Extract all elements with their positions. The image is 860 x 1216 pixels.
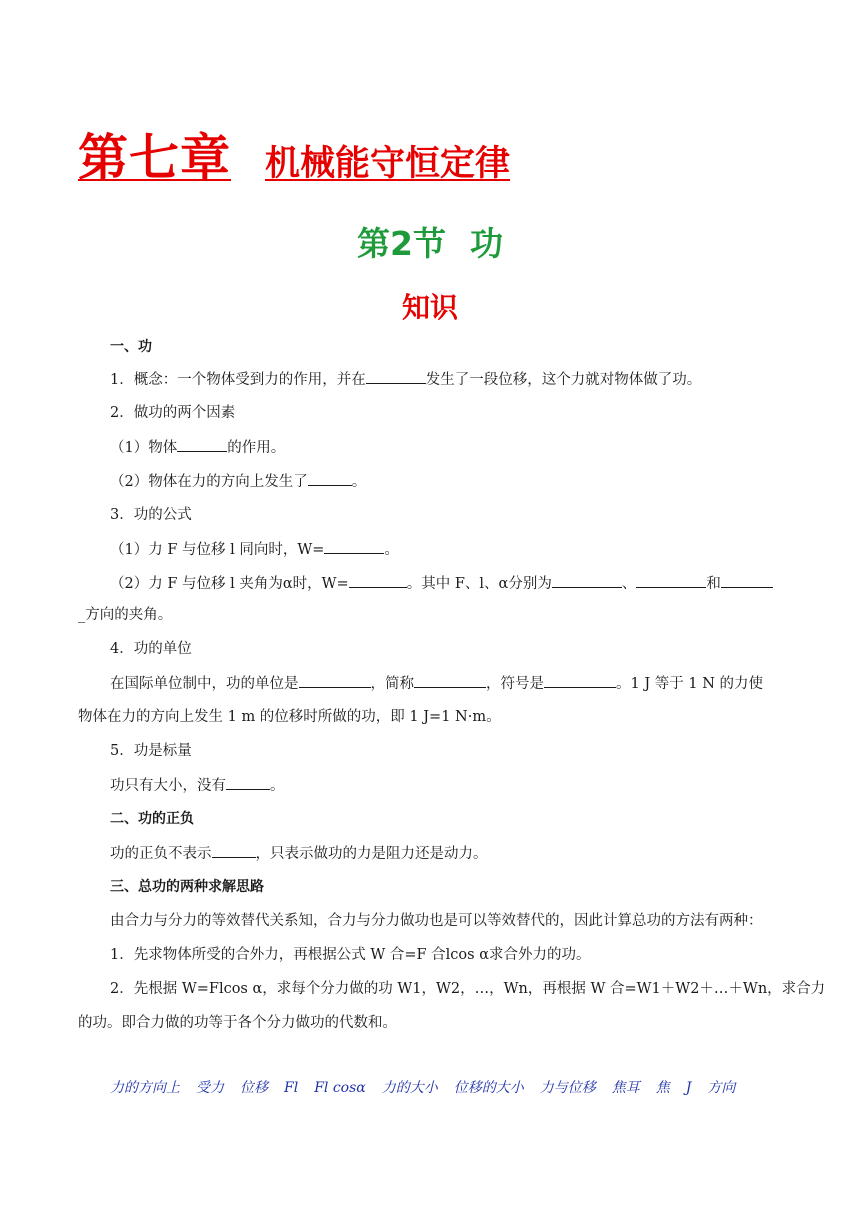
item-scalar: 5．功是标量	[110, 743, 192, 759]
formula-2-cont: _方向的夹角。	[78, 607, 173, 623]
unit-text-c: ，符号是	[486, 676, 544, 692]
blank-6	[552, 573, 622, 588]
chapter-title: 机械能守恒定律	[265, 144, 511, 184]
concept-text-end: 发生了一段位移，这个力就对物体做了功。	[425, 372, 702, 388]
section-heading	[0, 218, 860, 265]
heading-work: 一、功	[110, 339, 152, 355]
answer: Fl	[284, 1080, 299, 1096]
answer: 焦	[655, 1080, 670, 1096]
blank-9	[299, 673, 371, 688]
factor-1	[110, 437, 285, 458]
formula-2-text: （2）力 F 与位移 l 夹角为α时，W=	[110, 576, 349, 592]
blank-2	[177, 437, 227, 452]
chapter-label: 第七章	[78, 129, 231, 187]
method-2: 2．先根据 W=Flcos α，求每个分力做的功 W1，W2，…，Wn，再根据 W 合=W1＋W2＋…＋Wn，求合力	[110, 981, 826, 997]
formula-2-and: 和	[706, 576, 721, 592]
unit-text-b: ，简称	[370, 676, 414, 692]
sign-text-a: 功的正负不表示	[110, 846, 212, 862]
blank-10	[414, 673, 486, 688]
scalar-text-a: 功只有大小，没有	[110, 778, 226, 794]
factor-2	[110, 471, 366, 492]
factor-1-text: （1）物体	[110, 440, 178, 456]
heading-total-work: 三、总功的两种求解思路	[110, 879, 264, 895]
blank-4	[324, 539, 384, 554]
scalar-text-b: 。	[270, 778, 285, 794]
answer: Fl cosα	[314, 1080, 366, 1096]
answer-key	[110, 1077, 751, 1097]
formula-2	[110, 573, 773, 594]
item-unit: 4．功的单位	[110, 641, 192, 657]
answer: J	[685, 1080, 692, 1096]
blank-5	[349, 573, 407, 588]
blank-3	[308, 471, 352, 486]
answer: 方向	[707, 1080, 736, 1096]
method-1: 1．先求物体所受的合外力，再根据公式 W 合=F 合lcos α求合外力的功。	[110, 947, 591, 963]
formula-1-text: （1）力 F 与位移 l 同向时，W=	[110, 542, 325, 558]
answer: 受力	[196, 1080, 224, 1096]
answer: 位移的大小	[453, 1080, 524, 1096]
answer: 力与位移	[539, 1080, 596, 1096]
blank-12	[226, 775, 270, 790]
answer: 力的方向上	[110, 1080, 180, 1096]
answer: 焦耳	[611, 1080, 640, 1096]
formula-1-end: 。	[384, 542, 399, 558]
sign-text-b: ，只表示做功的力是阻力还是动力。	[255, 846, 488, 862]
scalar-text	[110, 775, 285, 796]
heading-sign: 二、功的正负	[110, 811, 194, 827]
factor-1-end: 的作用。	[227, 440, 286, 456]
item-formula: 3．功的公式	[110, 507, 192, 523]
unit-text-d: 。1 J 等于 1 N 的力使	[616, 676, 763, 692]
chapter-heading	[78, 118, 510, 190]
factor-2-text: （2）物体在力的方向上发生了	[110, 474, 308, 490]
answer: 位移	[240, 1080, 268, 1096]
blank-8	[721, 573, 773, 588]
factor-2-end: 。	[351, 474, 367, 490]
formula-1	[110, 539, 399, 560]
blank-1	[366, 369, 426, 384]
blank-7	[636, 573, 706, 588]
sign-text	[110, 843, 488, 864]
formula-2-sep: 、	[621, 576, 637, 592]
answer: 力的大小	[381, 1080, 438, 1096]
unit-text-a: 在国际单位制中，功的单位是	[110, 676, 299, 692]
method-2-cont: 的功。即合力做的功等于各个分力做功的代数和。	[78, 1015, 397, 1031]
concept-text: 1．概念：一个物体受到力的作用，并在	[110, 372, 366, 388]
section-label: 第2节	[357, 224, 446, 263]
unit-text-cont: 物体在力的方向上发生 1 m 的位移时所做的功，即 1 J=1 N·m。	[78, 709, 501, 725]
formula-2-mid: 。其中 F、l、α分别为	[406, 576, 552, 592]
blank-11	[544, 673, 616, 688]
blank-13	[212, 843, 256, 858]
total-work-intro: 由合力与分力的等效替代关系知，合力与分力做功也是可以等效替代的，因此计算总功的方法有两种：	[110, 913, 763, 929]
subheading-knowledge: 知识	[401, 291, 458, 324]
section-title: 功	[469, 224, 503, 263]
paragraph-concept	[110, 369, 701, 390]
item-two-factors: 2．做功的两个因素	[110, 405, 236, 421]
unit-text	[110, 673, 763, 694]
